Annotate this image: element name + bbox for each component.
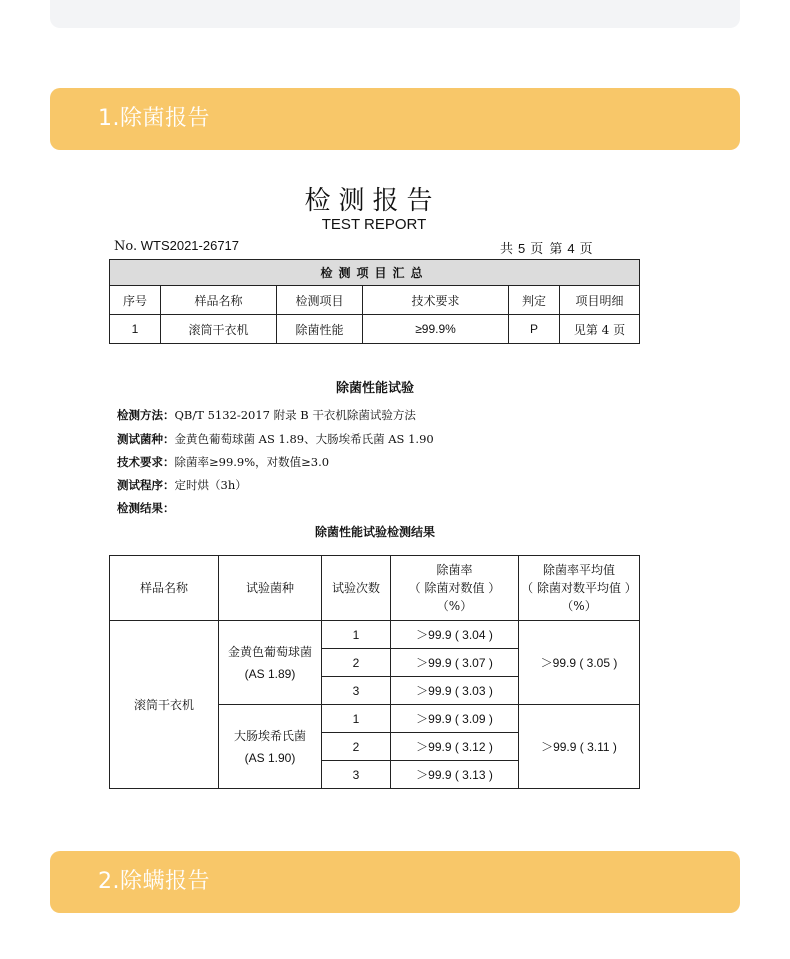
results-strain-cell — [219, 621, 322, 705]
procedure-label: 测试程序： — [117, 478, 175, 492]
requirement-line — [117, 454, 329, 470]
table-row — [110, 621, 640, 649]
report-number-value: WTS2021-26717 — [140, 238, 240, 253]
avg-header-line2: （ 除菌对数平均值 ） — [521, 581, 637, 595]
run-number: 3 — [322, 761, 391, 789]
strain-label: 测试菌种： — [117, 432, 175, 446]
page-total: 5 — [518, 241, 527, 256]
run-rate: ＞99.9 ( 3.03 ) — [391, 677, 519, 705]
report-title: 检测报告 — [304, 186, 441, 216]
results-col-strain: 试验菌种 — [219, 556, 322, 621]
method-line — [117, 407, 416, 423]
summary-col-requirement: 技术要求 — [363, 286, 509, 315]
requirement-value: 除菌率≥99.9%，对数值≥3.0 — [174, 455, 330, 469]
run-rate: ＞99.9 ( 3.09 ) — [391, 705, 519, 733]
section-banner-mite-removal — [50, 851, 740, 913]
strain-code: (AS 1.89) — [244, 666, 296, 681]
group-average: ＞99.9 ( 3.11 ) — [519, 705, 640, 789]
summary-table — [109, 259, 640, 344]
run-rate: ＞99.9 ( 3.04 ) — [391, 621, 519, 649]
result-line — [117, 500, 175, 516]
group-average: ＞99.9 ( 3.05 ) — [519, 621, 640, 705]
procedure-line — [117, 477, 247, 493]
strain-code: (AS 1.90) — [244, 750, 296, 765]
rate-header-line3: （%） — [436, 599, 473, 613]
section-banner-sterilization — [50, 88, 740, 150]
summary-val-sample: 滚筒干衣机 — [161, 315, 277, 344]
strain-name: 大肠埃希氏菌 — [233, 728, 306, 743]
summary-col-item: 检测项目 — [277, 286, 363, 315]
summary-heading: 检测项目汇总 — [110, 260, 640, 286]
page-total-prefix: 共 — [500, 242, 515, 257]
avg-header-line1: 除菌率平均值 — [542, 563, 615, 577]
summary-heading-row — [110, 260, 640, 286]
strain-line — [117, 431, 434, 447]
report-subtitle: TEST REPORT — [321, 216, 427, 233]
method-value: QB/T 5132-2017 附录 B 干衣机除菌试验方法 — [174, 408, 416, 422]
summary-val-detail: 见第 4 页 — [560, 315, 640, 344]
results-header-row — [110, 556, 640, 621]
requirement-label: 技术要求： — [117, 455, 175, 469]
rate-header-line2: （ 除菌对数值 ） — [408, 581, 501, 595]
test-heading: 除菌性能试验 — [335, 381, 414, 396]
results-col-rate — [391, 556, 519, 621]
result-label: 检测结果： — [117, 501, 175, 515]
avg-header-line3: （%） — [561, 599, 597, 613]
method-label: 检测方法： — [117, 408, 175, 422]
summary-val-index: 1 — [110, 315, 161, 344]
run-number: 2 — [322, 733, 391, 761]
page-count — [500, 238, 594, 257]
report-number — [114, 238, 239, 254]
page-current: 4 — [567, 241, 576, 256]
run-rate: ＞99.9 ( 3.13 ) — [391, 761, 519, 789]
results-col-sample: 样品名称 — [110, 556, 219, 621]
run-rate: ＞99.9 ( 3.07 ) — [391, 649, 519, 677]
summary-column-row — [110, 286, 640, 315]
strain-value: 金黄色葡萄球菌 AS 1.89、大肠埃希氏菌 AS 1.90 — [174, 432, 434, 446]
strain-name: 金黄色葡萄球菌 — [227, 644, 312, 659]
results-heading: 除菌性能试验检测结果 — [314, 525, 435, 539]
results-col-average — [519, 556, 640, 621]
section-title: 1.除菌报告 — [98, 106, 210, 131]
procedure-value: 定时烘（3h） — [174, 478, 247, 492]
run-number: 3 — [322, 677, 391, 705]
previous-section-card — [50, 0, 740, 28]
summary-col-sample: 样品名称 — [161, 286, 277, 315]
summary-value-row — [110, 315, 640, 344]
page-total-suffix: 页 第 — [530, 242, 564, 257]
results-col-times: 试验次数 — [322, 556, 391, 621]
summary-val-requirement: ≥99.9% — [363, 315, 509, 344]
results-table — [109, 555, 640, 789]
summary-col-detail: 项目明细 — [560, 286, 640, 315]
summary-val-item: 除菌性能 — [277, 315, 363, 344]
summary-col-verdict: 判定 — [509, 286, 560, 315]
page-current-suffix: 页 — [579, 242, 594, 257]
run-number: 1 — [322, 621, 391, 649]
rate-header-line1: 除菌率 — [436, 563, 473, 577]
section-title: 2.除螨报告 — [98, 869, 210, 894]
summary-val-verdict: P — [509, 315, 560, 344]
run-number: 2 — [322, 649, 391, 677]
run-number: 1 — [322, 705, 391, 733]
results-sample-cell: 滚筒干衣机 — [110, 621, 219, 789]
summary-col-index: 序号 — [110, 286, 161, 315]
report-number-label: No. — [114, 239, 138, 254]
results-strain-cell — [219, 705, 322, 789]
run-rate: ＞99.9 ( 3.12 ) — [391, 733, 519, 761]
